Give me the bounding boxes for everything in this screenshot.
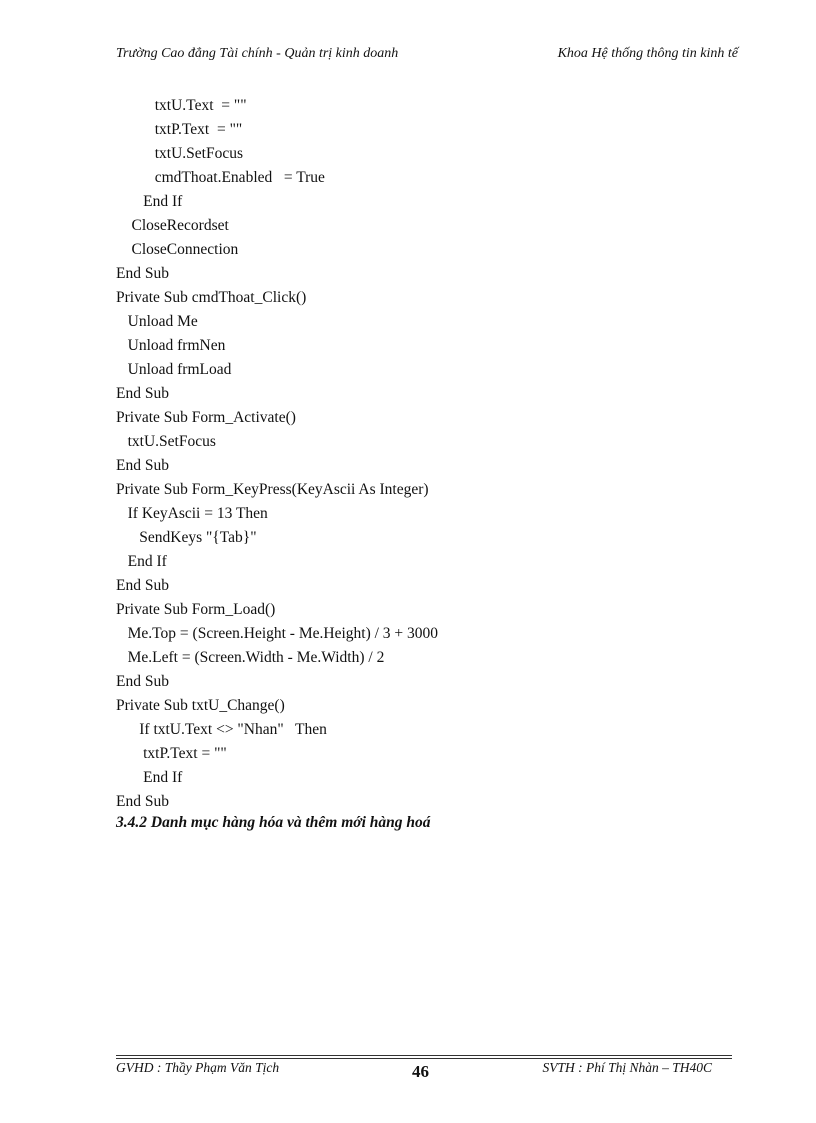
code-line: End Sub [116,457,169,474]
header-school-name: Trường Cao đẳng Tài chính - Quản trị kinh doanh [116,46,399,61]
code-line: Private Sub txtU_Change() [116,697,285,714]
code-line: CloseRecordset [116,217,229,234]
code-line: If KeyAscii = 13 Then [116,505,268,522]
footer-divider-top [116,1055,732,1056]
code-line: If txtU.Text <> "Nhan" Then [116,721,327,738]
header-department-name: Khoa Hệ thống thông tin kinh tế [557,46,738,61]
code-line: End Sub [116,385,169,402]
code-line: Private Sub Form_Load() [116,601,276,618]
code-line: txtU.SetFocus [116,433,216,450]
code-line: txtU.SetFocus [116,145,244,162]
code-line: End If [116,769,183,786]
code-line: Private Sub cmdThoat_Click() [116,289,307,306]
page-footer [116,1060,732,1084]
code-line: txtU.Text = "" [116,97,247,114]
code-line: Private Sub Form_Activate() [116,409,296,426]
code-line: cmdThoat.Enabled = True [116,169,325,186]
code-line: End Sub [116,577,169,594]
code-line: Unload frmLoad [116,361,232,378]
code-line: txtP.Text = "" [116,745,227,762]
code-line: SendKeys "{Tab}" [116,529,257,546]
code-line: Me.Top = (Screen.Height - Me.Height) / 3 + 3000 [116,625,439,642]
code-listing [116,94,716,814]
code-line: Private Sub Form_KeyPress(KeyAscii As Integer) [116,481,429,498]
code-line: Unload Me [116,313,198,330]
page-header [116,46,738,68]
code-line: End Sub [116,673,169,690]
code-line: End If [116,193,183,210]
page-number: 46 [412,1062,429,1081]
code-line: End Sub [116,265,169,282]
section-heading: 3.4.2 Danh mục hàng hóa và thêm mới hàng hoá [116,814,431,831]
footer-student: SVTH : Phí Thị Nhàn – TH40C [542,1060,712,1075]
code-line: End If [116,553,167,570]
code-line: CloseConnection [116,241,239,258]
code-line: Me.Left = (Screen.Width - Me.Width) / 2 [116,649,385,666]
code-line: txtP.Text = "" [116,121,243,138]
footer-divider-bottom [116,1058,732,1059]
code-line: Unload frmNen [116,337,226,354]
footer-supervisor: GVHD : Thầy Phạm Văn Tịch [116,1060,280,1075]
code-line: End Sub [116,793,169,810]
